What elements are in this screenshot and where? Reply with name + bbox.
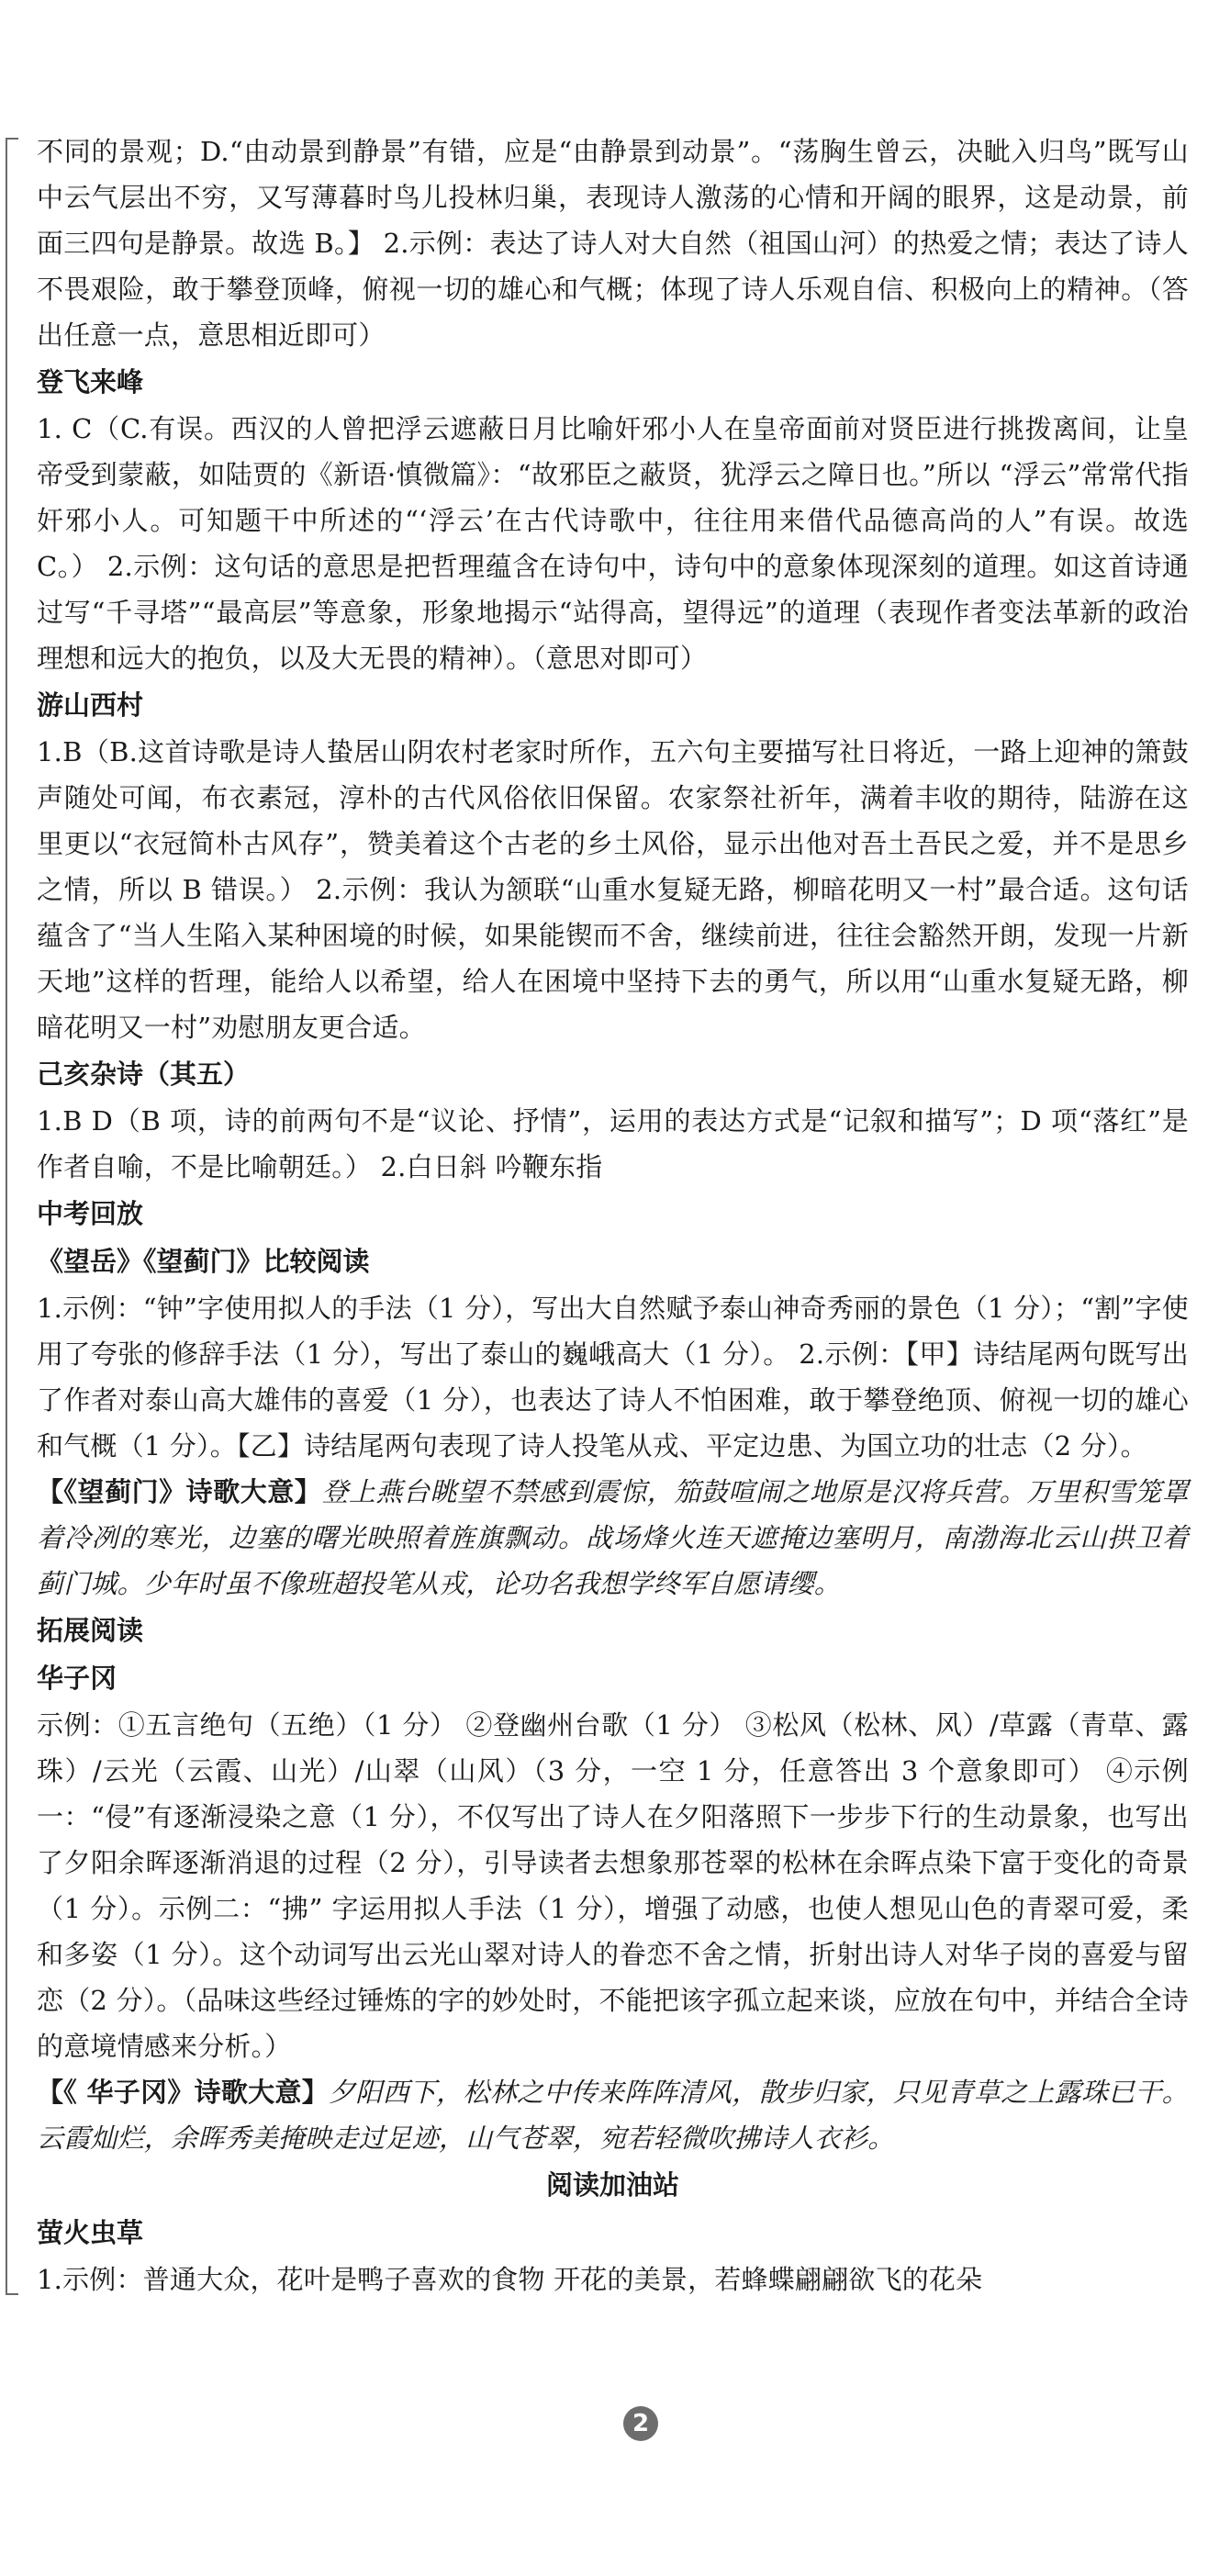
gist-label-huazigang: 【《 华子冈》诗歌大意】 <box>37 2077 329 2108</box>
gist-text-huazigang: 夕阳西下，松林之中传来阵阵清风，散步归家，只见青草之上露珠已干。云霞灿烂，余晖秀美掩映走过足迹，山气苍翠，宛若轻微吹拂诗人衣衫。 <box>37 2077 1189 2154</box>
answer-yinghuochongcao: 1.示例：普通大众，花叶是鸭子喜欢的食物 开花的美景，若蜂蝶翩翩欲飞的花朵 <box>37 2264 983 2295</box>
section-title-tuozhanyuedu: 拓展阅读 <box>37 1615 144 1646</box>
answer-huazigang: 示例：①五言绝句（五绝）（1 分） ②登幽州台歌（1 分） ③松风（松林、风）/草露（青草、露珠）/云光（云霞、山光）/山翠（山风）（3 分，一空 1 分，任意答出 3 个意象即可） ④示例一：“侵”有逐渐浸染之意（1 分），不仅写出了诗人在夕阳落照下一步步下行的生动景象，也写出了夕阳余晖逐渐消退的过程（2 分），引导读者去想象那苍翠的松林在余晖点染下富于变化的奇景（1 分）。示例二：“拂” 字运用拟人手法（1 分），增强了动感，也使人想见山色的青翠可爱，柔和多姿（1 分）。这个动词写出云光山翠对诗人的眷恋不舍之情，折射出诗人对华子岗的喜爱与留恋（2 分）。（品味这些经过锤炼的字的妙处时，不能把该字孤立起来谈，应放在句中，并结合全诗的意境情感来分析。） <box>37 1709 1189 2062</box>
poem-gist-wangjimen <box>37 1469 1189 1607</box>
section-title-youshanxicun: 游山西村 <box>37 689 144 721</box>
section-subtitle-huazigang: 华子冈 <box>37 1663 117 1694</box>
gist-label-wangjimen: 【《望蓟门》诗歌大意】 <box>37 1476 322 1507</box>
section-title-dengfeilaifeng: 登飞来峰 <box>37 366 144 398</box>
answer-content <box>37 129 1189 2302</box>
left-margin-bracket <box>6 138 18 2295</box>
answer-continuation: 不同的景观；D.“由动景到静景”有错，应是“由静景到动景”。“荡胸生曾云，决眦入归鸟”既写山中云气层出不穷，又写薄暮时鸟儿投林归巢，表现诗人激荡的心情和开阔的眼界，这是动景，前面三四句是静景。故选 B。】 2.示例：表达了诗人对大自然（祖国山河）的热爱之情；表达了诗人不畏艰险，敢于攀登顶峰，俯视一切的雄心和气概；体现了诗人乐观自信、积极向上的精神。（答出任意一点，意思相近即可） <box>37 136 1189 351</box>
section-subtitle-comparison: 《望岳》《望蓟门》比较阅读 <box>37 1246 370 1277</box>
answer-jihaizashi: 1.B D（B 项，诗的前两句不是“议论、抒情”，运用的表达方式是“记叙和描写”；D 项“落红”是作者自喻，不是比喻朝廷。） 2.白日斜 吟鞭东指 <box>37 1105 1189 1182</box>
answer-youshanxicun: 1.B（B.这首诗歌是诗人蛰居山阴农村老家时所作，五六句主要描写社日将近，一路上迎神的箫鼓声随处可闻，布衣素冠，淳朴的古代风俗依旧保留。农家祭社祈年，满着丰收的期待，陆游在这里更以“衣冠简朴古风存”，赞美着这个古老的乡土风俗，显示出他对吾土吾民之爱，并不是思乡之情，所以 B 错误。） 2.示例：我认为颔联“山重水复疑无路，柳暗花明又一村”最合适。这句话蕴含了“当人生陷入某种困境的时候，如果能锲而不舍，继续前进，往往会豁然开朗，发现一片新天地”这样的哲理，能给人以希望，给人在困境中坚持下去的勇气，所以用“山重水复疑无路，柳暗花明又一村”劝慰朋友更合适。 <box>37 736 1189 1043</box>
section-title-yinghuochongcao: 萤火虫草 <box>37 2217 144 2248</box>
poem-gist-huazigang <box>37 2069 1189 2161</box>
section-title-jihaizashi: 己亥杂诗（其五） <box>37 1058 251 1090</box>
section-center-title: 阅读加油站 <box>545 2169 679 2201</box>
section-title-zhongkaohuifang: 中考回放 <box>37 1198 144 1229</box>
page-number-badge: 2 <box>623 2406 658 2441</box>
gist-text-wangjimen: 登上燕台眺望不禁感到震惊，笳鼓喧闹之地原是汉将兵营。万里积雪笼罩着冷冽的寒光，边塞的曙光映照着旌旗飘动。战场烽火连天遮掩边塞明月，南渤海北云山拱卫着蓟门城。少年时虽不像班超投笔从戎，论功名我想学终军自愿请缨。 <box>37 1476 1189 1599</box>
answer-dengfeilaifeng: 1. C（C.有误。西汉的人曾把浮云遮蔽日月比喻奸邪小人在皇帝面前对贤臣进行挑拨离间，让皇帝受到蒙蔽，如陆贾的《新语·慎微篇》：“故邪臣之蔽贤，犹浮云之障日也。”所以 “浮云”常常代指奸邪小人。可知题干中所述的“‘浮云’在古代诗歌中，往往用来借代品德高尚的人”有误。故选 C。） 2.示例：这句话的意思是把哲理蕴含在诗句中，诗句中的意象体现深刻的道理。如这首诗通过写“千寻塔”“最高层”等意象，形象地揭示“站得高，望得远”的道理（表现作者变法革新的政治理想和远大的抱负，以及大无畏的精神）。（意思对即可） <box>37 413 1189 674</box>
answer-comparison: 1.示例：“钟”字使用拟人的手法（1 分），写出大自然赋予泰山神奇秀丽的景色（1 分）；“割”字使用了夸张的修辞手法（1 分），写出了泰山的巍峨高大（1 分）。 2.示例：【甲】诗结尾两句既写出了作者对泰山高大雄伟的喜爱（1 分），也表达了诗人不怕困难，敢于攀登绝顶、俯视一切的雄心和气概（1 分）。【乙】诗结尾两句表现了诗人投笔从戎、平定边患、为国立功的壮志（2 分）。 <box>37 1293 1189 1462</box>
